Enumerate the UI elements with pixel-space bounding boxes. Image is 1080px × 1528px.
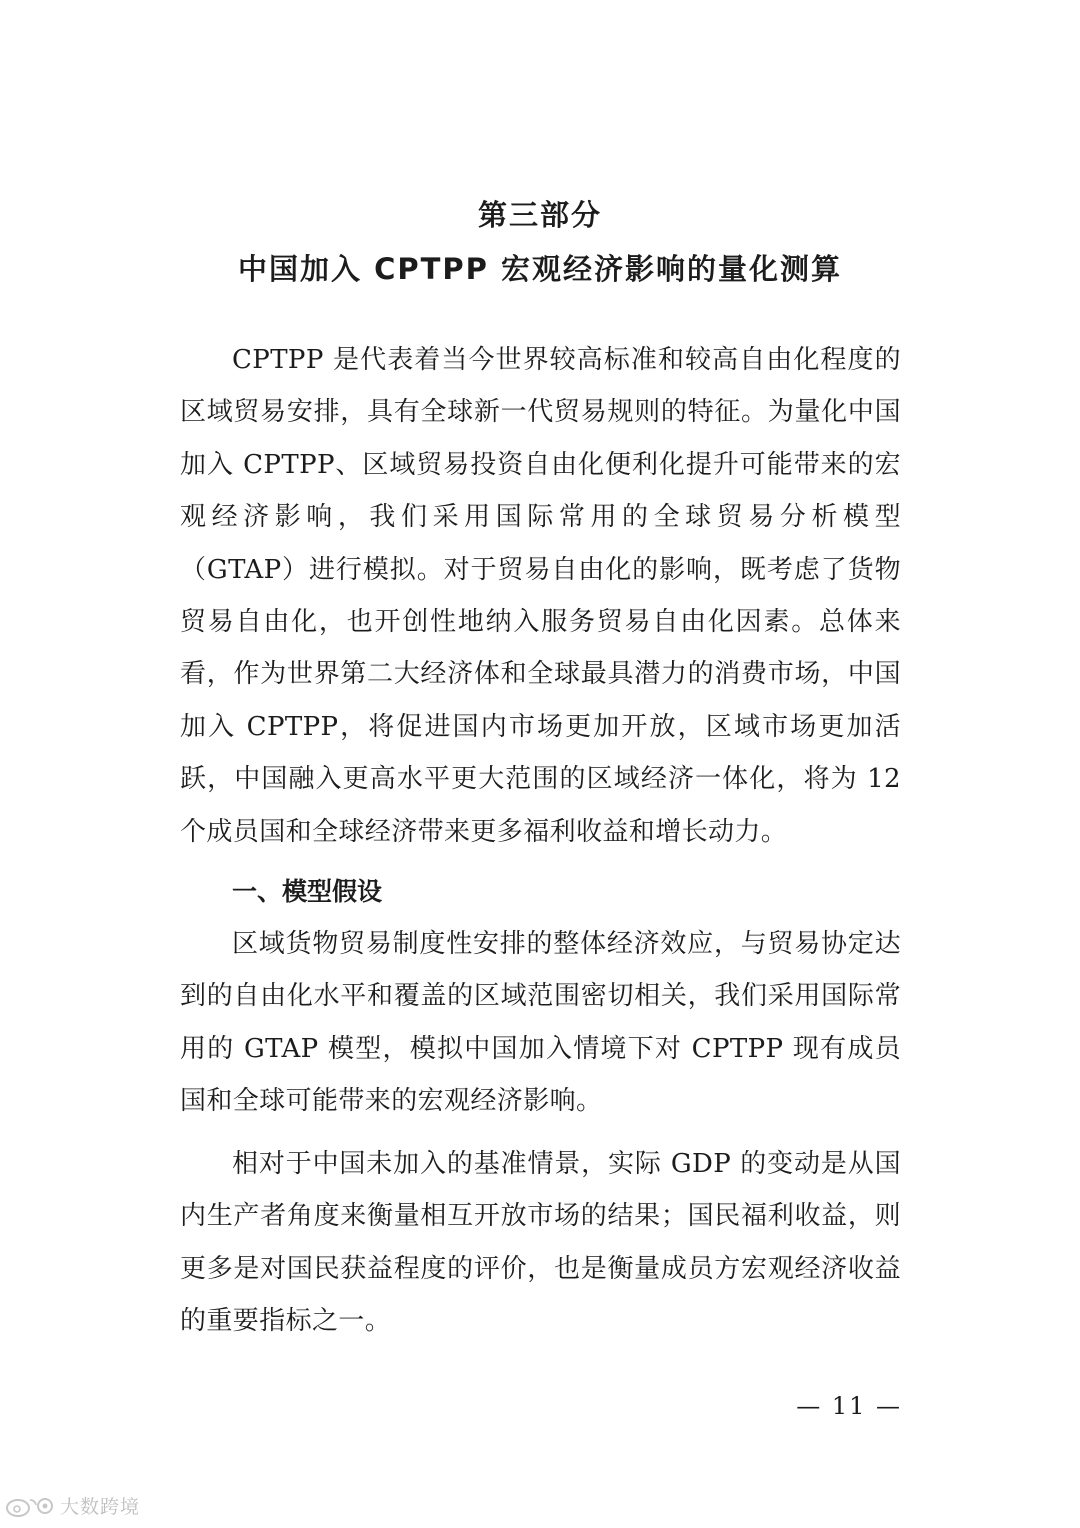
page-number: — 11 — (796, 1392, 902, 1420)
weibo-logo-icon (4, 1494, 56, 1518)
section1-heading: 一、模型假设 (232, 877, 383, 907)
section1-paragraph-1: 区域货物贸易制度性安排的整体经济效应，与贸易协定达到的自由化水平和覆盖的区域范围密切相关，我们采用国际常用的 GTAP 模型，模拟中国加入情境下对 CPTPP 现有成员国和全球可能带来的宏观经济影响。 (180, 929, 901, 1117)
watermark-text: 大数跨境 (60, 1496, 141, 1518)
watermark (4, 1492, 140, 1519)
title-block (0, 192, 1080, 292)
document-body (180, 334, 901, 1347)
section1-paragraph-2: 相对于中国未加入的基准情景，实际 GDP 的变动是从国内生产者角度来衡量相互开放市场的结果；国民福利收益，则更多是对国民获益程度的评价，也是衡量成员方宏观经济收益的重要指标之一。 (180, 1148, 901, 1336)
section-title: 中国加入 CPTPP 宏观经济影响的量化测算 (237, 252, 843, 286)
intro-paragraph: CPTPP 是代表着当今世界较高标准和较高自由化程度的区域贸易安排，具有全球新一代贸易规则的特征。为量化中国加入 CPTPP、区域贸易投资自由化便利化提升可能带来的宏观经济影响，我们采用国际常用的全球贸易分析模型（GTAP）进行模拟。对于贸易自由化的影响，既考虑了货物贸易自由化，也开创性地纳入服务贸易自由化因素。总体来看，作为世界第二大经济体和全球最具潜力的消费市场，中国加入 CPTPP，将促进国内市场更加开放，区域市场更加活跃，中国融入更高水平更大范围的区域经济一体化，将为 12 个成员国和全球经济带来更多福利收益和增长动力。 (180, 345, 901, 847)
part-title: 第三部分 (477, 198, 602, 232)
